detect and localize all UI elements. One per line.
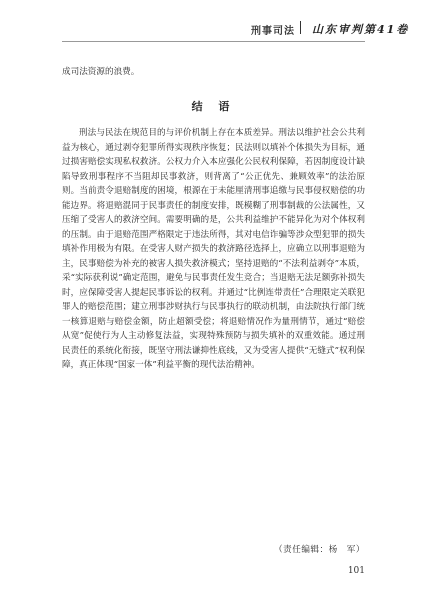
running-header xyxy=(0,22,427,42)
page-number: 101 xyxy=(347,566,365,576)
section-title: 结 语 xyxy=(191,100,236,113)
carry-over-text: 成司法资源的浪费。 xyxy=(62,67,140,77)
header-rule xyxy=(62,41,365,42)
header-separator xyxy=(300,21,301,34)
header-section-name: 刑事司法 xyxy=(251,26,295,37)
conclusion-paragraph: 刑法与民法在规范目的与评价机制上存在本质差异。刑法以维护社会公共利益为核心，通过剥夺犯罪所得实现秩序恢复；民法则以填补个体损失为目标，通过损害赔偿实现私权救济。公权力介入本应强化公民权利保障，若因制度设计缺陷导致刑事程序不当阻却民事救济，则背离了“公正优先、兼顾效率”的法治原则。当前责令退赔制度的困境，根源在于未能厘清刑事追缴与民事侵权赔偿的功能边界。将退赔混同于民事责任的制度安排，既模糊了刑事制裁的公法属性，又压缩了受害人的救济空间。需要明确的是，公共利益维护不能异化为对个体权利的压制。由于退赔范围严格限定于违法所得，其对电信诈骗等涉众型犯罪的损失填补作用极为有限。在受害人财产损失的救济路径选择上，应确立以刑事退赔为主，民事赔偿为补充的被害人损失救济模式；坚持退赔的“不法利益剥夺”本质，采“实际获利说”确定范围，避免与民事责任发生竞合；当退赔无法足额弥补损失时，应保障受害人提起民事诉讼的权利。并通过“比例连带责任”合理限定关联犯罪人的赔偿范围；建立刑事涉财执行与民事执行的联动机制，由法院执行部门统一核算退赔与赔偿金额，防止超额受偿；将退赔情况作为量刑情节，通过“赔偿从宽”促使行为人主动修复法益，实现特殊预防与损失填补的双重效能。通过刑民责任的系统化衔接，既坚守刑法谦抑性底线，又为受害人提供“无缝式”权利保障，真正体现“国家一体”利益平衡的现代法治精神。 xyxy=(62,128,365,370)
editor-credit: （责任编辑：杨 军） xyxy=(274,545,365,555)
header-journal-title: 山东审判第41卷 xyxy=(312,23,410,36)
